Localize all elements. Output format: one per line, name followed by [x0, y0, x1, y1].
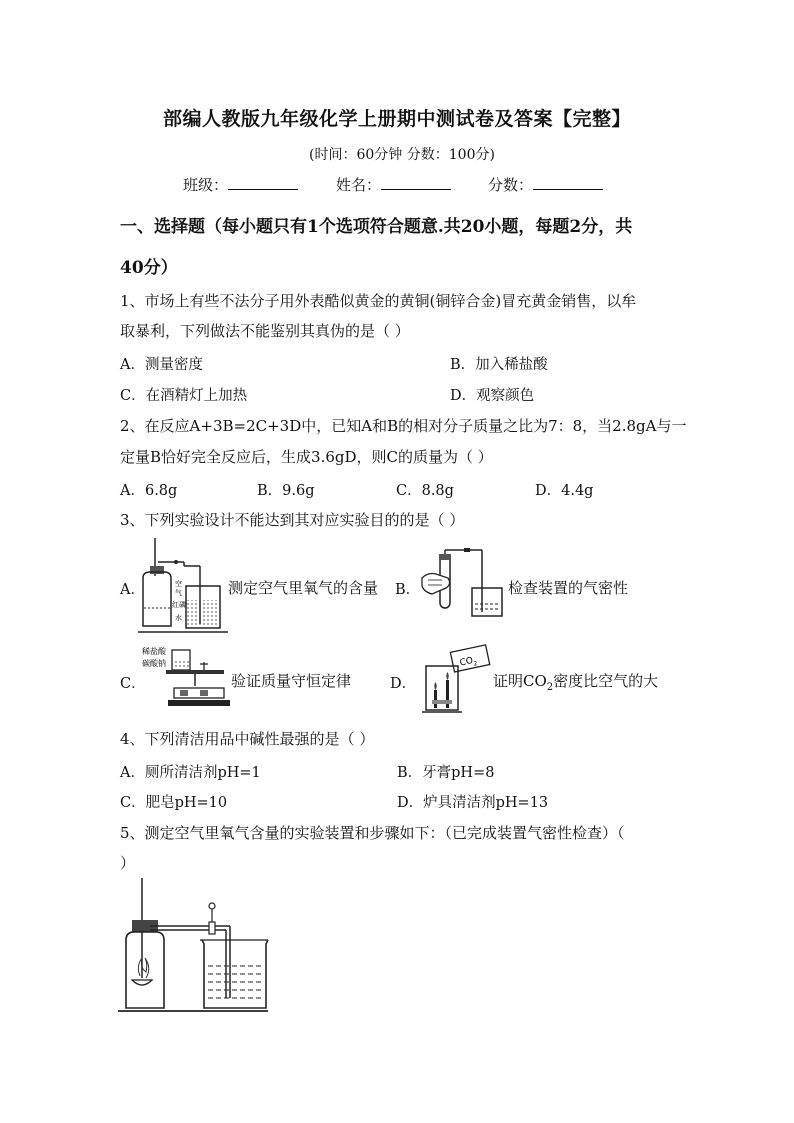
q3-option-a-text: 测定空气里氧气的含量: [228, 579, 379, 597]
q1-stem-line1: 1、市场上有些不法分子用外表酷似黄金的黄铜(铜锌合金)冒充黄金销售，以牟: [120, 292, 637, 310]
q1-stem-line2: 取暴利，下列做法不能鉴别其真伪的是（ ）: [120, 322, 410, 340]
exam-info: (时间：60分钟 分数：100分): [309, 147, 495, 163]
q4-option-a: A．厕所清洁剂pH=1: [120, 765, 261, 781]
fig-c-label-2: 碳酸钠: [142, 659, 166, 668]
class-field: [183, 174, 298, 195]
class-label: 班级：: [183, 176, 229, 194]
q4-option-d: D．炉具清洁剂pH=13: [397, 795, 549, 811]
fig-a-label-4: 水: [175, 614, 182, 622]
q3-option-d-letter: D．: [390, 676, 417, 692]
q3-figure-d: [412, 640, 492, 718]
q3-option-d-text: 证明$CO_2$密度比空气的大: [493, 672, 659, 693]
fig-a-label-2: 气: [175, 589, 182, 597]
q1-option-a: A．测量密度: [120, 357, 203, 373]
class-blank[interactable]: [228, 175, 298, 190]
q5-stem-line2: ）: [120, 854, 136, 872]
q2-stem-line1: 2、在反应A+3B=2C+3D中，已知A和B的相对分子质量之比为7：8，当2.8gA与一: [120, 417, 687, 435]
q5-apparatus-figure: [118, 878, 278, 1032]
name-field: [336, 174, 451, 195]
q2-option-d: D．4.4g: [535, 483, 594, 499]
page-title: 部编人教版九年级化学上册期中测试卷及答案【完整】: [162, 108, 631, 130]
q3-stem: 3、下列实验设计不能达到其对应实验目的的是（ ）: [120, 511, 465, 529]
q3-option-c-letter: C．: [120, 676, 146, 692]
q1-option-b: B．加入稀盐酸: [450, 357, 548, 373]
q2-option-c: C．8.8g: [396, 483, 454, 499]
q3-option-b-text: 检查装置的气密性: [508, 579, 629, 597]
q1-option-d: D．观察颜色: [450, 388, 535, 404]
section-heading: 一、选择题（每小题只有1个选项符合题意.共20小题，每题2分，共: [120, 217, 633, 237]
q5-stem-line1: 5、测定空气里氧气含量的实验装置和步骤如下：（已完成装置气密性检查）（: [120, 824, 625, 842]
q2-stem-line2: 定量B恰好完全反应后，生成3.6gD，则C的质量为（ ）: [120, 448, 493, 466]
score-blank[interactable]: [533, 175, 603, 190]
score-label: 分数：: [488, 176, 534, 194]
q2-option-a: A．6.8g: [120, 483, 178, 499]
score-field: [488, 174, 603, 195]
q3-option-a-letter: A．: [120, 582, 145, 598]
q3-figure-a: [138, 538, 234, 638]
q1-option-c: C．在酒精灯上加热: [120, 388, 248, 404]
name-blank[interactable]: [381, 175, 451, 190]
q4-option-b: B．牙膏pH=8: [397, 765, 495, 781]
q4-option-c: C．肥皂pH=10: [120, 795, 228, 811]
fig-d-label: $CO_2$: [458, 655, 479, 669]
q3-figure-c: [142, 644, 232, 720]
fig-c-label-1: 稀盐酸: [142, 647, 166, 656]
section-heading-cont: 40分）: [120, 258, 178, 278]
fig-a-label-1: 空: [175, 580, 182, 588]
name-label: 姓名：: [336, 176, 382, 194]
fig-a-label-3: 红磷: [172, 601, 186, 609]
q3-option-c-text: 验证质量守恒定律: [231, 672, 352, 690]
q2-option-b: B．9.6g: [257, 483, 315, 499]
q4-stem: 4、下列清洁用品中碱性最强的是（ ）: [120, 730, 375, 748]
q3-option-b-letter: B．: [395, 582, 421, 598]
q3-figure-b: [418, 548, 508, 624]
